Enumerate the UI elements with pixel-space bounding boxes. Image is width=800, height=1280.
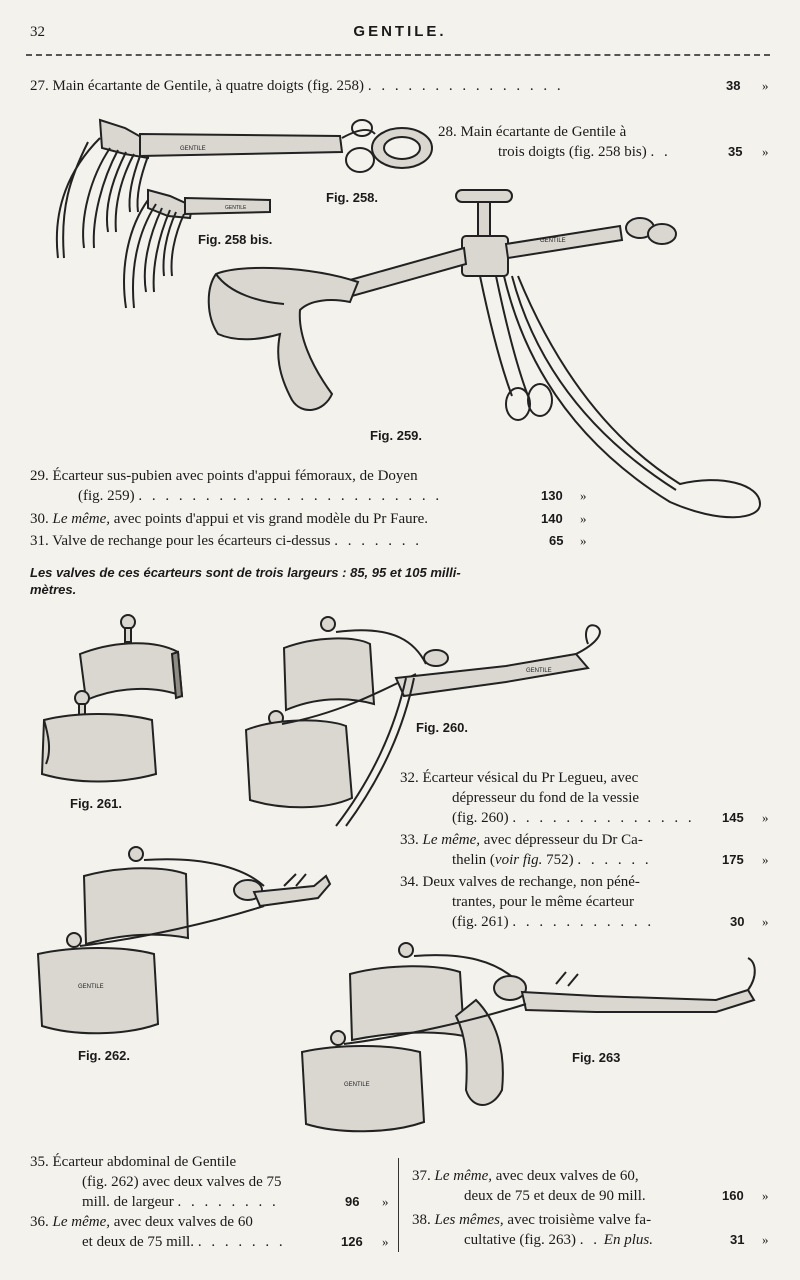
item-price: 65 <box>549 533 564 548</box>
price-marker: » <box>762 852 769 867</box>
item-italic: voir fig. <box>494 852 543 868</box>
item-price: 96 <box>345 1194 360 1209</box>
item-italic: Le même, <box>434 1168 492 1184</box>
item-text: avec dépresseur du Dr Ca- <box>483 832 643 848</box>
catalog-item-32-line1: 32. Écarteur vésical du Pr Legueu, avec <box>400 770 639 786</box>
item-price: 140 <box>541 511 563 526</box>
abdominal-retractor-illustration <box>34 846 334 1042</box>
leader-dots: . . <box>650 144 671 160</box>
item-text: (fig. 260) <box>452 810 509 826</box>
item-text: avec points d'appui et vis grand modèle du Pr Faure. <box>113 511 429 527</box>
item-text: thelin ( <box>452 852 495 868</box>
catalog-item-33-line2 <box>452 850 652 870</box>
catalog-item-31 <box>30 531 422 551</box>
item-text: avec deux valves de 60, <box>495 1168 639 1184</box>
catalog-item-35-line2: (fig. 262) avec deux valves de 75 <box>82 1174 282 1190</box>
page-number: 32 <box>30 24 45 40</box>
price-marker: » <box>580 533 587 548</box>
price-marker: » <box>762 78 769 93</box>
catalog-item-32-line3 <box>452 808 695 828</box>
catalog-item-27 <box>30 76 564 96</box>
item-text: (fig. 261) <box>452 914 509 930</box>
catalog-item-30 <box>30 509 428 529</box>
svg-text:GENTILE: GENTILE <box>225 205 247 211</box>
catalog-item-38-line2 <box>464 1230 653 1250</box>
leader-dots: . . . . . . . . . . . . . . . <box>367 78 564 94</box>
price-marker: » <box>382 1234 389 1249</box>
price-marker: » <box>762 810 769 825</box>
svg-text:GENTILE: GENTILE <box>526 668 552 674</box>
catalog-item-29-line1: 29. Écarteur sus-pubien avec points d'appui fémoraux, de Doyen <box>30 468 418 484</box>
item-text: avec troisième valve fa- <box>507 1212 652 1228</box>
price-marker: » <box>762 914 769 929</box>
leader-dots: . . . . . . . <box>197 1234 286 1250</box>
item-text: 752) <box>546 852 574 868</box>
page-title: GENTILE. <box>353 23 447 40</box>
price-marker: » <box>762 1188 769 1203</box>
item-text: 27. Main écartante de Gentile, à quatre doigts (fig. 258) <box>30 78 365 94</box>
item-price: 130 <box>541 488 563 503</box>
item-text: avec deux valves de 60 <box>113 1214 253 1230</box>
catalog-item-36-line2 <box>82 1232 286 1252</box>
item-text: et deux de 75 mill. <box>82 1234 195 1250</box>
catalog-item-35-line1: 35. Écarteur abdominal de Gentile <box>30 1154 237 1170</box>
item-number: 37. <box>412 1168 431 1184</box>
catalog-item-37-line1 <box>412 1166 639 1186</box>
catalog-item-29-line2 <box>78 486 442 506</box>
item-number: 30. <box>30 511 49 527</box>
price-marker: » <box>580 488 587 503</box>
brand-engraving: GENTILE <box>78 984 104 990</box>
catalog-item-34-line2: trantes, pour le même écarteur <box>452 894 634 910</box>
column-bracket <box>398 1158 405 1252</box>
catalog-item-37-line2: deux de 75 et deux de 90 mill. <box>464 1188 646 1204</box>
item-italic: Les mêmes, <box>434 1212 504 1228</box>
item-price: 35 <box>728 144 743 159</box>
price-marker: » <box>762 144 769 159</box>
note-line: mètres. <box>30 582 77 597</box>
catalog-item-34-line1: 34. Deux valves de rechange, non péné- <box>400 874 640 890</box>
figure-label-258bis: Fig. 258 bis. <box>198 232 273 247</box>
item-text: 31. Valve de rechange pour les écarteurs ci-dessus <box>30 533 331 549</box>
svg-text:GENTILE: GENTILE <box>540 238 566 244</box>
leader-dots: . . . . . . <box>577 852 652 868</box>
item-text: mill. de largeur <box>82 1194 174 1210</box>
item-price: 30 <box>730 914 745 929</box>
leader-dots: . . . . . . . . . . . <box>512 914 655 930</box>
catalog-item-35-line3 <box>82 1192 279 1212</box>
item-italic: En plus. <box>603 1232 653 1248</box>
item-price: 38 <box>726 78 741 93</box>
item-italic: Le même, <box>422 832 480 848</box>
price-marker: » <box>580 511 587 526</box>
header-divider <box>26 54 770 56</box>
item-text: (fig. 259) <box>78 488 135 504</box>
catalog-item-32-line2: dépresseur du fond de la vessie <box>452 790 640 806</box>
catalog-item-36-line1 <box>30 1212 253 1232</box>
note-line: Les valves de ces écarteurs sont de trois largeurs : 85, 95 et 105 milli- <box>30 565 461 580</box>
item-price: 160 <box>722 1188 744 1203</box>
catalog-item-34-line3 <box>452 912 654 932</box>
item-price: 126 <box>341 1234 363 1249</box>
figure-label-262: Fig. 262. <box>78 1048 131 1063</box>
item-text: trois doigts (fig. 258 bis) <box>498 144 647 160</box>
figure-label-258: Fig. 258. <box>326 190 379 205</box>
brand-engraving: GENTILE <box>344 1082 370 1088</box>
catalog-item-28-line1: 28. Main écartante de Gentile à <box>438 124 627 140</box>
item-price: 175 <box>722 852 744 867</box>
figure-label-263: Fig. 263 <box>572 1050 621 1065</box>
catalog-item-38-line1 <box>412 1210 651 1230</box>
item-price: 145 <box>722 810 744 825</box>
figure-label-261: Fig. 261. <box>70 796 123 811</box>
item-number: 36. <box>30 1214 49 1230</box>
figure-label-259: Fig. 259. <box>370 428 423 443</box>
figure-label-260: Fig. 260. <box>416 720 469 735</box>
leader-dots: . . . . . . . . . . . . . . . . . . . . . . . <box>138 488 443 504</box>
price-marker: » <box>382 1194 389 1209</box>
leader-dots: . . <box>579 1232 601 1248</box>
leader-dots: . . . . . . . <box>334 533 422 549</box>
abdominal-retractor-third-valve-illustration <box>296 940 766 1130</box>
svg-text:GENTILE: GENTILE <box>180 146 206 152</box>
item-italic: Le même, <box>52 511 110 527</box>
item-number: 38. <box>412 1212 431 1228</box>
catalog-item-28-line2 <box>498 142 671 162</box>
leader-dots: . . . . . . . . <box>177 1194 279 1210</box>
leader-dots: . . . . . . . . . . . . . . <box>512 810 695 826</box>
item-price: 31 <box>730 1232 745 1247</box>
item-italic: Le même, <box>52 1214 110 1230</box>
width-note <box>30 564 461 598</box>
item-number: 33. <box>400 832 419 848</box>
catalog-item-33-line1 <box>400 830 643 850</box>
price-marker: » <box>762 1232 769 1247</box>
item-text: cultative (fig. 263) <box>464 1232 577 1248</box>
